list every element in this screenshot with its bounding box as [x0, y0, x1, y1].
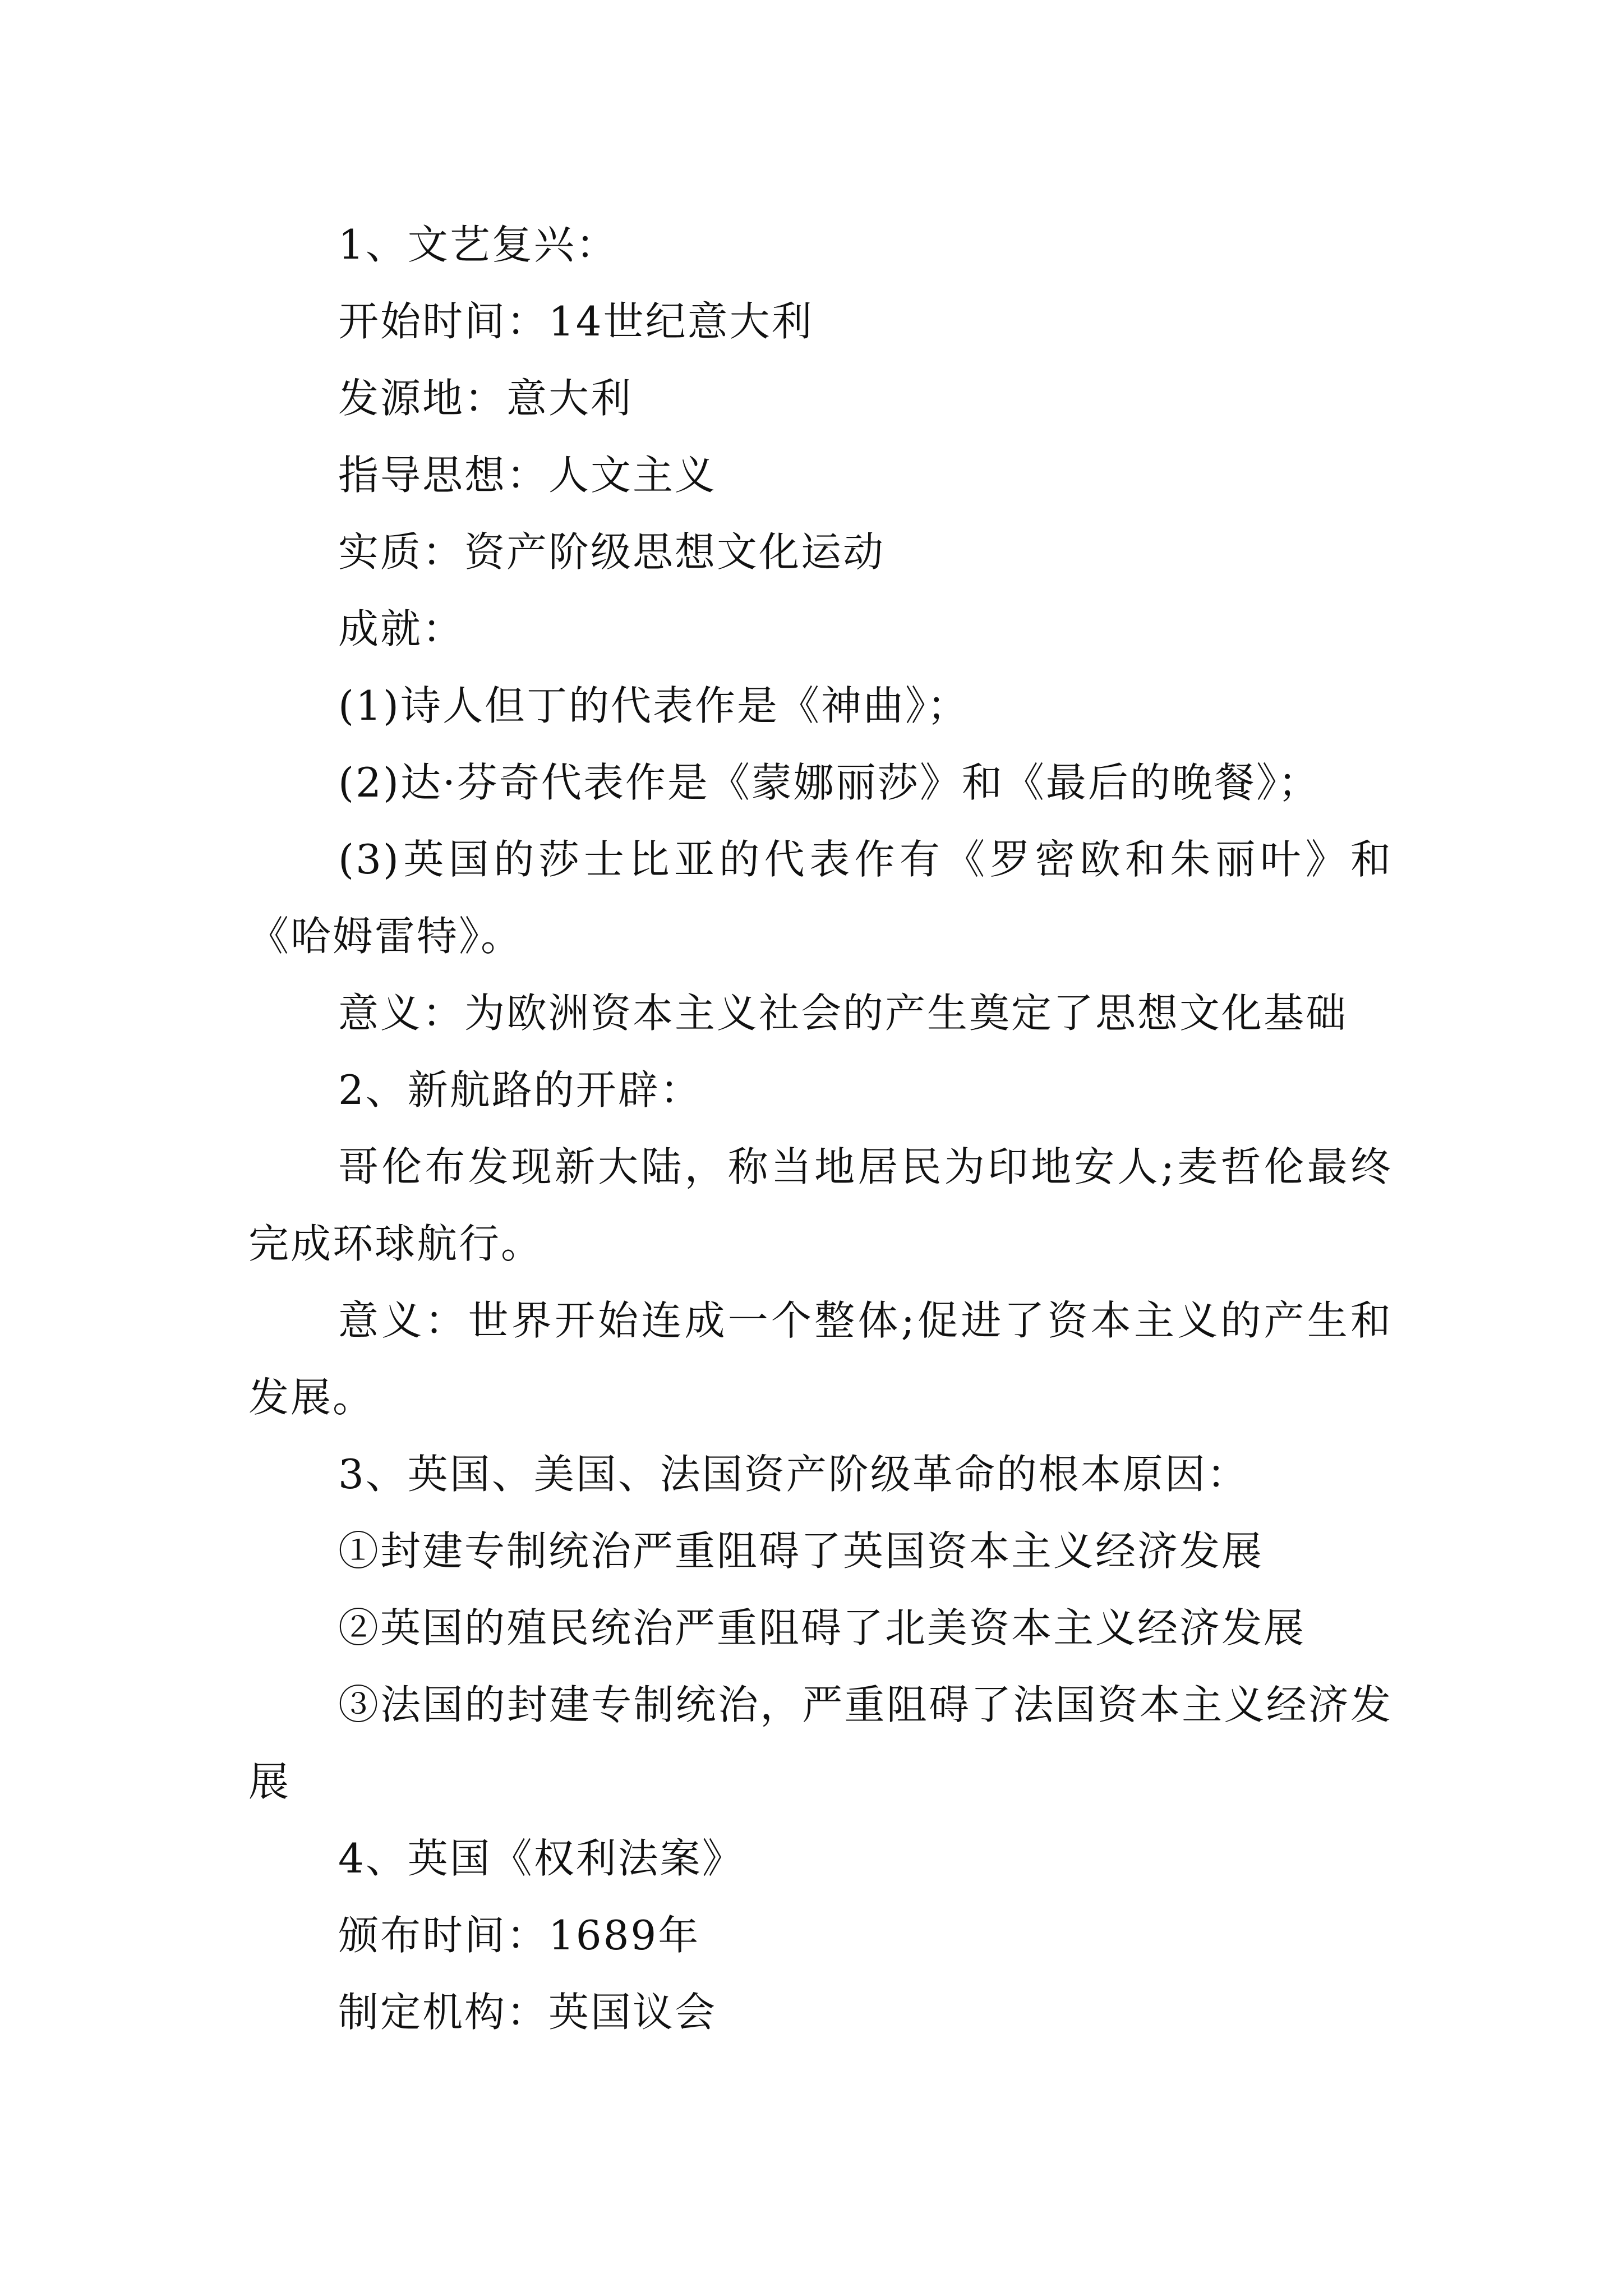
list-item-england: ①封建专制统治严重阻碍了英国资本主义经济发展: [338, 1527, 1264, 1575]
section-heading-new-routes: 2、新航路的开辟：: [338, 1066, 702, 1114]
section-heading-renaissance: 1、文艺复兴：: [338, 221, 618, 268]
paragraph-origin: 发源地：意大利: [338, 375, 633, 422]
paragraph-significance-renaissance: 意义：为欧洲资本主义社会的产生奠定了思想文化基础: [338, 990, 1348, 1037]
section-heading-revolutions: 3、英国、美国、法国资产阶级革命的根本原因：: [338, 1451, 1249, 1498]
document-body: [248, 206, 1393, 2051]
paragraph-achievements: 成就：: [338, 605, 465, 652]
paragraph-guiding-thought: 指导思想：人文主义: [338, 452, 717, 499]
list-item-north-america: ②英国的殖民统治严重阻碍了北美资本主义经济发展: [338, 1604, 1306, 1651]
paragraph-enacting-body: 制定机构：英国议会: [338, 1989, 717, 2036]
paragraph-issue-date: 颁布时间：1689年: [338, 1912, 700, 1959]
list-item-france: ③法国的封建专制统治，严重阻碍了法国资本主义经济发展: [248, 1681, 1393, 1805]
paragraph-columbus-magellan: 哥伦布发现新大陆，称当地居民为印地安人;麦哲伦最终完成环球航行。: [248, 1143, 1393, 1267]
paragraph-start-time: 开始时间：14世纪意大利: [338, 298, 814, 345]
paragraph-essence: 实质：资产阶级思想文化运动: [338, 528, 886, 576]
paragraph-significance-new-routes: 意义：世界开始连成一个整体;促进了资本主义的产生和发展。: [248, 1297, 1393, 1421]
list-item-dante: (1)诗人但丁的代表作是《神曲》；: [338, 682, 969, 729]
list-item-da-vinci: (2)达·芬奇代表作是《蒙娜丽莎》和《最后的晚餐》；: [338, 759, 1320, 806]
list-item-shakespeare: (3)英国的莎士比亚的代表作有《罗密欧和朱丽叶》和《哈姆雷特》。: [248, 836, 1393, 960]
section-heading-bill-of-rights: 4、英国《权利法案》: [338, 1835, 744, 1882]
